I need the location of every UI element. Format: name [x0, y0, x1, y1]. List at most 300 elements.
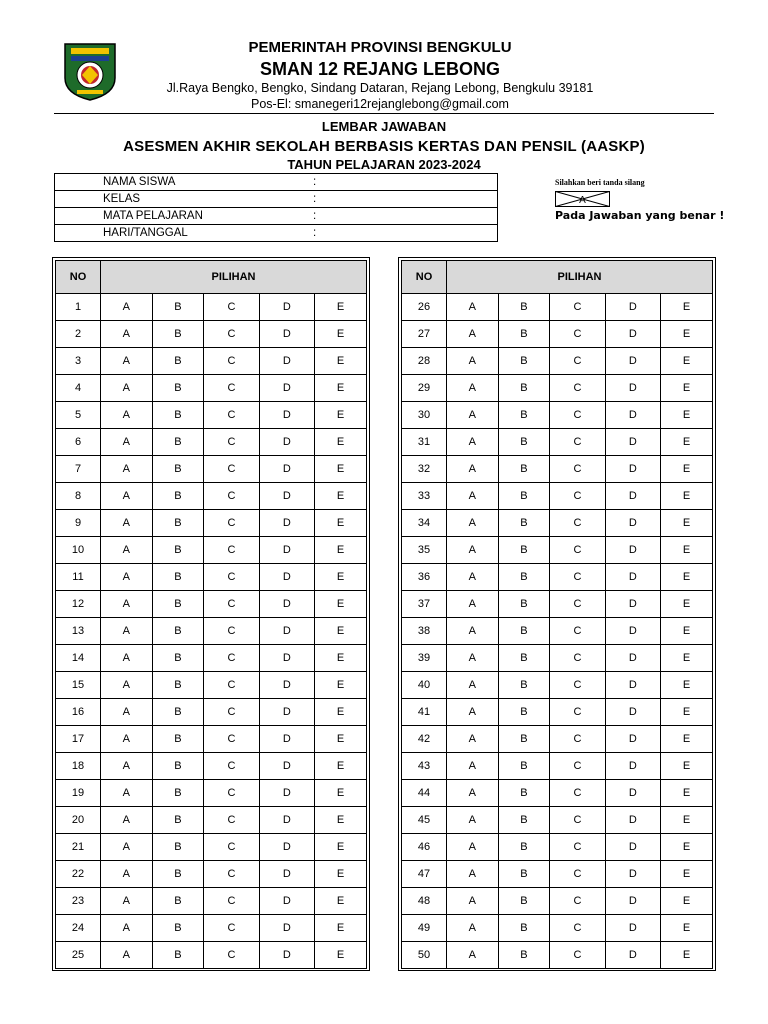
answer-option-a[interactable]: A — [447, 537, 499, 564]
answer-option-d[interactable]: D — [259, 618, 314, 645]
answer-option-e[interactable]: E — [661, 348, 713, 375]
answer-option-d[interactable]: D — [259, 294, 314, 321]
info-input-area[interactable] — [329, 208, 498, 225]
answer-option-b[interactable]: B — [152, 375, 204, 402]
answer-option-b[interactable]: B — [152, 429, 204, 456]
question-number: 30 — [402, 402, 447, 429]
answer-option-c[interactable]: C — [204, 726, 259, 753]
question-number: 5 — [56, 402, 101, 429]
answer-option-a[interactable]: A — [447, 942, 499, 969]
answer-option-a[interactable]: A — [101, 726, 153, 753]
answer-option-e[interactable]: E — [661, 645, 713, 672]
answer-option-e[interactable]: E — [315, 726, 367, 753]
question-number: 20 — [56, 807, 101, 834]
answer-option-c[interactable]: C — [550, 699, 605, 726]
answer-option-d[interactable]: D — [605, 564, 660, 591]
answer-option-c[interactable]: C — [550, 780, 605, 807]
answer-option-b[interactable]: B — [498, 294, 550, 321]
answer-option-c[interactable]: C — [204, 618, 259, 645]
answer-row — [402, 591, 713, 618]
answer-option-c[interactable]: C — [204, 834, 259, 861]
answer-option-c[interactable]: C — [550, 483, 605, 510]
answer-option-d[interactable]: D — [259, 888, 314, 915]
answer-row — [402, 888, 713, 915]
answer-option-d[interactable]: D — [259, 726, 314, 753]
answer-option-e[interactable]: E — [315, 294, 367, 321]
answer-option-b[interactable]: B — [152, 510, 204, 537]
answer-option-e[interactable]: E — [661, 321, 713, 348]
answer-option-c[interactable]: C — [204, 753, 259, 780]
answer-option-c[interactable]: C — [204, 429, 259, 456]
question-number: 10 — [56, 537, 101, 564]
answer-option-d[interactable]: D — [259, 510, 314, 537]
answer-option-a[interactable]: A — [447, 564, 499, 591]
answer-option-e[interactable]: E — [661, 618, 713, 645]
answer-option-d[interactable]: D — [259, 699, 314, 726]
answer-option-d[interactable]: D — [605, 753, 660, 780]
answer-row — [402, 429, 713, 456]
answer-option-d[interactable]: D — [259, 753, 314, 780]
answer-option-b[interactable]: B — [498, 888, 550, 915]
answer-option-c[interactable]: C — [550, 375, 605, 402]
answer-option-d[interactable]: D — [605, 402, 660, 429]
answer-option-d[interactable]: D — [605, 294, 660, 321]
answer-option-d[interactable]: D — [605, 915, 660, 942]
answer-option-a[interactable]: A — [101, 672, 153, 699]
answer-option-b[interactable]: B — [498, 348, 550, 375]
answer-option-e[interactable]: E — [661, 483, 713, 510]
answer-option-c[interactable]: C — [550, 861, 605, 888]
answer-option-c[interactable]: C — [550, 402, 605, 429]
answer-row — [56, 510, 367, 537]
answer-option-e[interactable]: E — [315, 564, 367, 591]
answer-option-d[interactable]: D — [259, 321, 314, 348]
answer-option-b[interactable]: B — [498, 834, 550, 861]
answer-option-e[interactable]: E — [315, 402, 367, 429]
answer-option-b[interactable]: B — [498, 645, 550, 672]
answer-option-a[interactable]: A — [447, 591, 499, 618]
answer-option-e[interactable]: E — [661, 510, 713, 537]
answer-option-d[interactable]: D — [259, 429, 314, 456]
answer-option-c[interactable]: C — [204, 915, 259, 942]
question-number: 24 — [56, 915, 101, 942]
answer-option-e[interactable]: E — [315, 618, 367, 645]
answer-option-c[interactable]: C — [550, 618, 605, 645]
choice-header: PILIHAN — [447, 261, 713, 294]
answer-option-d[interactable]: D — [605, 618, 660, 645]
answer-option-e[interactable]: E — [661, 402, 713, 429]
answer-option-c[interactable]: C — [204, 699, 259, 726]
answer-option-c[interactable]: C — [204, 537, 259, 564]
answer-option-b[interactable]: B — [152, 672, 204, 699]
info-label: NAMA SISWA — [55, 174, 314, 191]
answer-option-a[interactable]: A — [447, 483, 499, 510]
answer-row — [56, 861, 367, 888]
answer-option-b[interactable]: B — [498, 807, 550, 834]
answer-option-b[interactable]: B — [498, 483, 550, 510]
answer-option-c[interactable]: C — [550, 348, 605, 375]
answer-option-b[interactable]: B — [498, 699, 550, 726]
answer-option-c[interactable]: C — [550, 321, 605, 348]
answer-option-a[interactable]: A — [447, 834, 499, 861]
answer-option-c[interactable]: C — [550, 456, 605, 483]
answer-option-a[interactable]: A — [101, 483, 153, 510]
answer-option-a[interactable]: A — [447, 807, 499, 834]
answer-option-b[interactable]: B — [152, 834, 204, 861]
answer-option-b[interactable]: B — [498, 429, 550, 456]
answer-option-e[interactable]: E — [315, 456, 367, 483]
answer-option-d[interactable]: D — [605, 321, 660, 348]
answer-option-b[interactable]: B — [152, 807, 204, 834]
answer-option-c[interactable]: C — [204, 321, 259, 348]
answer-option-a[interactable]: A — [101, 780, 153, 807]
answer-option-c[interactable]: C — [204, 942, 259, 969]
answer-option-d[interactable]: D — [605, 456, 660, 483]
answer-option-b[interactable]: B — [152, 780, 204, 807]
answer-option-c[interactable]: C — [204, 888, 259, 915]
answer-option-e[interactable]: E — [315, 510, 367, 537]
answer-option-d[interactable]: D — [605, 510, 660, 537]
answer-row — [56, 537, 367, 564]
answer-option-b[interactable]: B — [498, 915, 550, 942]
answer-option-d[interactable]: D — [259, 483, 314, 510]
answer-option-b[interactable]: B — [498, 321, 550, 348]
answer-option-d[interactable]: D — [605, 672, 660, 699]
answer-option-a[interactable]: A — [101, 321, 153, 348]
question-number: 31 — [402, 429, 447, 456]
answer-option-a[interactable]: A — [447, 645, 499, 672]
answer-option-c[interactable]: C — [550, 294, 605, 321]
answer-option-e[interactable]: E — [661, 672, 713, 699]
question-number: 45 — [402, 807, 447, 834]
answer-option-b[interactable]: B — [498, 672, 550, 699]
answer-option-e[interactable]: E — [661, 726, 713, 753]
answer-option-d[interactable]: D — [259, 834, 314, 861]
answer-option-b[interactable]: B — [498, 780, 550, 807]
answer-option-a[interactable]: A — [101, 537, 153, 564]
answer-option-e[interactable]: E — [661, 429, 713, 456]
answer-option-e[interactable]: E — [661, 942, 713, 969]
answer-option-b[interactable]: B — [152, 483, 204, 510]
answer-row — [56, 645, 367, 672]
answer-option-c[interactable]: C — [204, 483, 259, 510]
answer-option-a[interactable]: A — [101, 429, 153, 456]
answer-option-a[interactable]: A — [447, 348, 499, 375]
answer-option-c[interactable]: C — [204, 564, 259, 591]
answer-option-a[interactable]: A — [101, 942, 153, 969]
answer-option-a[interactable]: A — [447, 321, 499, 348]
question-number: 29 — [402, 375, 447, 402]
answer-option-d[interactable]: D — [605, 780, 660, 807]
answer-option-d[interactable]: D — [259, 861, 314, 888]
answer-option-d[interactable]: D — [605, 807, 660, 834]
answer-option-e[interactable]: E — [315, 753, 367, 780]
info-input-area[interactable] — [329, 225, 498, 242]
answer-row — [56, 483, 367, 510]
answer-option-a[interactable]: A — [101, 915, 153, 942]
answer-row — [56, 294, 367, 321]
answer-option-c[interactable]: C — [204, 375, 259, 402]
answer-option-b[interactable]: B — [498, 753, 550, 780]
answer-option-d[interactable]: D — [605, 348, 660, 375]
answer-row — [402, 942, 713, 969]
answer-option-a[interactable]: A — [447, 672, 499, 699]
answer-option-b[interactable]: B — [152, 564, 204, 591]
answer-option-e[interactable]: E — [315, 591, 367, 618]
answer-option-d[interactable]: D — [605, 645, 660, 672]
answer-option-a[interactable]: A — [447, 699, 499, 726]
answer-option-a[interactable]: A — [447, 429, 499, 456]
answer-option-a[interactable]: A — [101, 456, 153, 483]
answer-option-e[interactable]: E — [315, 888, 367, 915]
answer-option-b[interactable]: B — [498, 591, 550, 618]
answer-option-e[interactable]: E — [315, 429, 367, 456]
answer-option-b[interactable]: B — [152, 861, 204, 888]
choice-header: PILIHAN — [101, 261, 367, 294]
answer-option-a[interactable]: A — [101, 807, 153, 834]
answer-option-d[interactable]: D — [605, 537, 660, 564]
answer-option-e[interactable]: E — [661, 591, 713, 618]
academic-year: TAHUN PELAJARAN 2023-2024 — [287, 157, 481, 172]
answer-option-b[interactable]: B — [498, 537, 550, 564]
answer-option-a[interactable]: A — [101, 510, 153, 537]
answer-option-c[interactable]: C — [204, 348, 259, 375]
answer-option-a[interactable]: A — [101, 402, 153, 429]
question-number: 19 — [56, 780, 101, 807]
answer-option-c[interactable]: C — [550, 537, 605, 564]
answer-row — [56, 591, 367, 618]
answer-option-e[interactable]: E — [661, 699, 713, 726]
answer-option-e[interactable]: E — [315, 942, 367, 969]
cross-mark-letter: A — [579, 195, 586, 206]
answer-option-c[interactable]: C — [204, 456, 259, 483]
answer-row — [402, 699, 713, 726]
answer-option-b[interactable]: B — [498, 456, 550, 483]
answer-option-b[interactable]: B — [152, 753, 204, 780]
answer-option-a[interactable]: A — [447, 888, 499, 915]
answer-option-c[interactable]: C — [204, 645, 259, 672]
answer-option-b[interactable]: B — [152, 888, 204, 915]
answer-option-d[interactable]: D — [605, 429, 660, 456]
answer-option-c[interactable]: C — [204, 780, 259, 807]
question-number: 16 — [56, 699, 101, 726]
info-input-area[interactable] — [329, 191, 498, 208]
answer-option-d[interactable]: D — [605, 888, 660, 915]
answer-option-c[interactable]: C — [550, 834, 605, 861]
answer-option-b[interactable]: B — [498, 942, 550, 969]
answer-option-e[interactable]: E — [661, 375, 713, 402]
answer-row — [56, 429, 367, 456]
question-number: 48 — [402, 888, 447, 915]
answer-option-a[interactable]: A — [447, 618, 499, 645]
answer-option-e[interactable]: E — [661, 537, 713, 564]
answer-option-d[interactable]: D — [605, 861, 660, 888]
answer-option-a[interactable]: A — [447, 915, 499, 942]
answer-option-c[interactable]: C — [550, 915, 605, 942]
answer-option-d[interactable]: D — [259, 780, 314, 807]
answer-option-d[interactable]: D — [259, 348, 314, 375]
answer-row — [56, 753, 367, 780]
answer-option-a[interactable]: A — [447, 753, 499, 780]
answer-option-d[interactable]: D — [259, 942, 314, 969]
answer-row — [56, 807, 367, 834]
answer-option-c[interactable]: C — [204, 672, 259, 699]
answer-option-d[interactable]: D — [259, 645, 314, 672]
question-number: 32 — [402, 456, 447, 483]
answer-option-d[interactable]: D — [605, 375, 660, 402]
answer-option-e[interactable]: E — [315, 321, 367, 348]
answer-option-e[interactable]: E — [661, 753, 713, 780]
answer-option-b[interactable]: B — [498, 402, 550, 429]
question-number: 39 — [402, 645, 447, 672]
answer-option-e[interactable]: E — [315, 645, 367, 672]
answer-option-a[interactable]: A — [101, 699, 153, 726]
answer-option-e[interactable]: E — [661, 807, 713, 834]
answer-option-a[interactable]: A — [447, 294, 499, 321]
answer-option-c[interactable]: C — [550, 888, 605, 915]
answer-option-c[interactable]: C — [550, 942, 605, 969]
answer-option-b[interactable]: B — [498, 375, 550, 402]
answer-option-e[interactable]: E — [315, 537, 367, 564]
answer-option-e[interactable]: E — [315, 780, 367, 807]
school-address: Jl.Raya Bengko, Bengko, Sindang Dataran, Rejang Lebong, Bengkulu 39181 — [166, 81, 594, 95]
answer-option-e[interactable]: E — [315, 348, 367, 375]
answer-option-d[interactable]: D — [259, 456, 314, 483]
answer-option-c[interactable]: C — [204, 510, 259, 537]
answer-option-a[interactable]: A — [101, 591, 153, 618]
answer-option-e[interactable]: E — [315, 915, 367, 942]
answer-option-b[interactable]: B — [498, 861, 550, 888]
answer-option-e[interactable]: E — [315, 375, 367, 402]
answer-option-a[interactable]: A — [447, 861, 499, 888]
answer-option-b[interactable]: B — [152, 726, 204, 753]
answer-option-b[interactable]: B — [152, 915, 204, 942]
answer-option-e[interactable]: E — [315, 861, 367, 888]
answer-option-d[interactable]: D — [605, 699, 660, 726]
answer-option-b[interactable]: B — [152, 618, 204, 645]
answer-option-b[interactable]: B — [152, 537, 204, 564]
answer-option-b[interactable]: B — [152, 591, 204, 618]
answer-option-a[interactable]: A — [101, 645, 153, 672]
answer-option-c[interactable]: C — [550, 726, 605, 753]
answer-option-d[interactable]: D — [259, 564, 314, 591]
info-label: MATA PELAJARAN — [55, 208, 314, 225]
answer-option-b[interactable]: B — [498, 618, 550, 645]
answer-option-c[interactable]: C — [204, 294, 259, 321]
answer-option-e[interactable]: E — [661, 861, 713, 888]
answer-option-c[interactable]: C — [550, 564, 605, 591]
answer-option-a[interactable]: A — [101, 564, 153, 591]
answer-option-e[interactable]: E — [661, 780, 713, 807]
answer-option-c[interactable]: C — [204, 402, 259, 429]
answer-option-a[interactable]: A — [447, 402, 499, 429]
answer-option-e[interactable]: E — [315, 807, 367, 834]
answer-option-e[interactable]: E — [661, 564, 713, 591]
answer-option-d[interactable]: D — [259, 402, 314, 429]
answer-option-b[interactable]: B — [152, 645, 204, 672]
answer-option-e[interactable]: E — [661, 915, 713, 942]
answer-option-b[interactable]: B — [498, 726, 550, 753]
answer-option-b[interactable]: B — [498, 510, 550, 537]
answer-option-d[interactable]: D — [259, 807, 314, 834]
answer-option-a[interactable]: A — [101, 753, 153, 780]
answer-option-d[interactable]: D — [605, 834, 660, 861]
answer-option-a[interactable]: A — [101, 618, 153, 645]
answer-option-d[interactable]: D — [605, 726, 660, 753]
answer-option-c[interactable]: C — [550, 672, 605, 699]
answer-option-a[interactable]: A — [101, 888, 153, 915]
answer-option-e[interactable]: E — [315, 483, 367, 510]
answer-option-b[interactable]: B — [498, 564, 550, 591]
answer-option-c[interactable]: C — [204, 807, 259, 834]
answer-option-a[interactable]: A — [101, 861, 153, 888]
answer-row — [402, 564, 713, 591]
answer-option-e[interactable]: E — [315, 834, 367, 861]
question-number: 42 — [402, 726, 447, 753]
instruction-line-2: Pada Jawaban yang benar ! — [555, 209, 725, 222]
answer-option-c[interactable]: C — [550, 591, 605, 618]
answer-option-a[interactable]: A — [101, 375, 153, 402]
answer-option-a[interactable]: A — [447, 510, 499, 537]
answer-option-e[interactable]: E — [661, 456, 713, 483]
answer-option-e[interactable]: E — [661, 888, 713, 915]
answer-option-a[interactable]: A — [101, 294, 153, 321]
answer-option-a[interactable]: A — [101, 348, 153, 375]
answer-row — [402, 861, 713, 888]
answer-option-b[interactable]: B — [152, 402, 204, 429]
answer-option-c[interactable]: C — [550, 510, 605, 537]
answer-option-c[interactable]: C — [550, 753, 605, 780]
answer-option-a[interactable]: A — [447, 456, 499, 483]
answer-option-b[interactable]: B — [152, 699, 204, 726]
answer-option-c[interactable]: C — [550, 807, 605, 834]
answer-option-b[interactable]: B — [152, 294, 204, 321]
answer-option-e[interactable]: E — [315, 699, 367, 726]
answer-option-c[interactable]: C — [550, 645, 605, 672]
answer-option-c[interactable]: C — [204, 591, 259, 618]
answer-option-b[interactable]: B — [152, 321, 204, 348]
answer-option-a[interactable]: A — [447, 726, 499, 753]
answer-option-c[interactable]: C — [550, 429, 605, 456]
answer-option-b[interactable]: B — [152, 456, 204, 483]
answer-option-d[interactable]: D — [259, 672, 314, 699]
answer-row — [402, 915, 713, 942]
answer-option-d[interactable]: D — [259, 537, 314, 564]
question-number: 43 — [402, 753, 447, 780]
answer-option-a[interactable]: A — [101, 834, 153, 861]
answer-option-a[interactable]: A — [447, 375, 499, 402]
info-label: KELAS — [55, 191, 314, 208]
question-number: 14 — [56, 645, 101, 672]
answer-option-e[interactable]: E — [661, 834, 713, 861]
answer-option-e[interactable]: E — [661, 294, 713, 321]
info-input-area[interactable] — [329, 174, 498, 191]
question-number: 12 — [56, 591, 101, 618]
info-row — [55, 208, 498, 225]
answer-option-d[interactable]: D — [259, 915, 314, 942]
answer-option-b[interactable]: B — [152, 942, 204, 969]
answer-option-c[interactable]: C — [204, 861, 259, 888]
answer-option-d[interactable]: D — [259, 375, 314, 402]
answer-option-d[interactable]: D — [605, 591, 660, 618]
answer-option-b[interactable]: B — [152, 348, 204, 375]
answer-option-a[interactable]: A — [447, 780, 499, 807]
answer-option-d[interactable]: D — [605, 483, 660, 510]
answer-row — [56, 618, 367, 645]
answer-option-e[interactable]: E — [315, 672, 367, 699]
answer-option-d[interactable]: D — [605, 942, 660, 969]
answer-option-d[interactable]: D — [259, 591, 314, 618]
